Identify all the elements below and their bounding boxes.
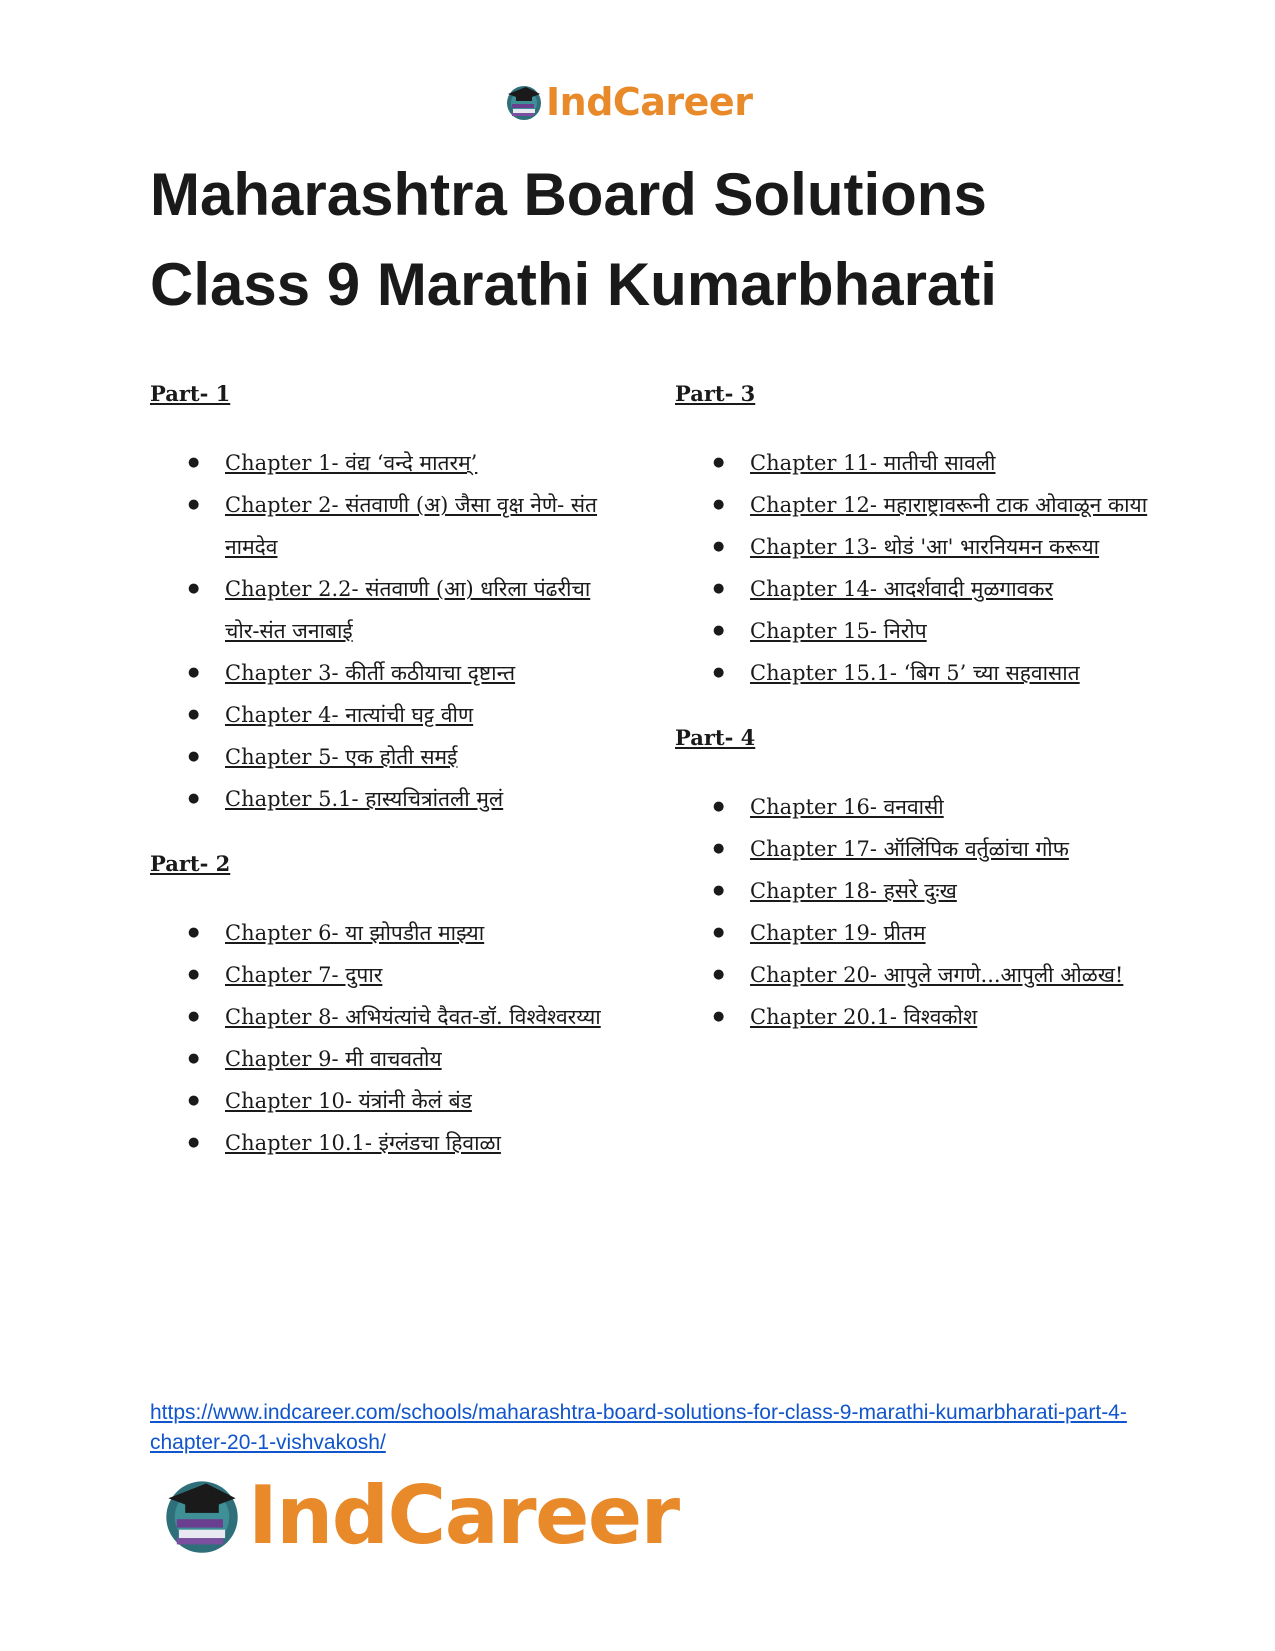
chapter-link[interactable]: Chapter 17- ऑलिंपिक वर्तुळांचा गोफ	[750, 837, 1069, 861]
chapter-link[interactable]: Chapter 11- मातीची सावली	[750, 451, 996, 475]
list-item	[675, 652, 1155, 694]
list-item	[150, 694, 630, 736]
chapter-link[interactable]: Chapter 10.1- इंग्लंडचा हिवाळा	[225, 1131, 501, 1155]
list-item	[150, 1080, 630, 1122]
chapter-link[interactable]: Chapter 3- कीर्ती कठीयाचा दृष्टान्त	[225, 661, 516, 685]
graduation-globe-icon	[160, 1473, 244, 1557]
right-column	[675, 380, 1155, 1068]
list-item	[675, 828, 1155, 870]
part-2-chapter-list	[150, 912, 630, 1164]
chapter-link[interactable]: Chapter 19- प्रीतम	[750, 921, 926, 945]
list-item	[150, 442, 630, 484]
page-title	[150, 150, 1150, 330]
list-item	[675, 912, 1155, 954]
list-item	[675, 526, 1155, 568]
header-logo[interactable]	[504, 80, 752, 124]
part-1-heading: Part- 1	[150, 381, 231, 406]
left-column	[150, 380, 630, 1194]
chapter-link[interactable]: Chapter 15.1- ‘बिग 5’ च्या सहवासात	[750, 661, 1080, 685]
chapter-link[interactable]: Chapter 2- संतवाणी (अ) जैसा वृक्ष नेणे- संत नामदेव	[225, 493, 598, 559]
part-3-chapter-list	[675, 442, 1155, 694]
chapter-link[interactable]: Chapter 18- हसरे दुःख	[750, 879, 957, 903]
chapter-link[interactable]: Chapter 12- महाराष्ट्रावरूनी टाक ओवाळून काया	[750, 493, 1148, 517]
chapter-link[interactable]: Chapter 20- आपुले जगणे...आपुली ओळख!	[750, 963, 1124, 987]
list-item	[675, 610, 1155, 652]
chapter-link[interactable]: Chapter 16- वनवासी	[750, 795, 944, 819]
list-item	[675, 484, 1155, 526]
chapter-link[interactable]: Chapter 8- अभियंत्यांचे दैवत-डॉ. विश्वेश्वरय्या	[225, 1005, 601, 1029]
list-item	[675, 568, 1155, 610]
chapter-link[interactable]: Chapter 13- थोडं 'आ' भारनियमन करूया	[750, 535, 1100, 559]
list-item	[150, 954, 630, 996]
list-item	[150, 1122, 630, 1164]
chapter-link[interactable]: Chapter 20.1- विश्वकोश	[750, 1005, 978, 1029]
chapter-link[interactable]: Chapter 6- या झोपडीत माझ्या	[225, 921, 485, 945]
chapter-link[interactable]: Chapter 4- नात्यांची घट्ट वीण	[225, 703, 474, 727]
list-item	[675, 954, 1155, 996]
chapter-link[interactable]: Chapter 10- यंत्रांनी केलं बंड	[225, 1089, 472, 1113]
chapter-link[interactable]: Chapter 2.2- संतवाणी (आ) धरिला पंढरीचा चोर-संत जनाबाई	[225, 577, 591, 643]
list-item	[150, 1038, 630, 1080]
list-item	[150, 568, 630, 652]
list-item	[150, 996, 630, 1038]
part-4-chapter-list	[675, 786, 1155, 1038]
list-item	[675, 442, 1155, 484]
chapter-link[interactable]: Chapter 15- निरोप	[750, 619, 927, 643]
list-item	[675, 870, 1155, 912]
footer-logo[interactable]	[160, 1470, 679, 1560]
chapter-link[interactable]: Chapter 9- मी वाचवतोय	[225, 1047, 442, 1071]
header-logo-text: IndCareer	[546, 80, 753, 124]
chapter-link[interactable]: Chapter 14- आदर्शवादी मुळगावकर	[750, 577, 1054, 601]
list-item	[150, 652, 630, 694]
part-3-heading: Part- 3	[675, 381, 756, 406]
chapter-link[interactable]: Chapter 1- वंद्य ‘वन्दे मातरम्’	[225, 451, 478, 475]
part-2-heading: Part- 2	[150, 851, 231, 876]
list-item	[150, 778, 630, 820]
part-1-chapter-list	[150, 442, 630, 820]
page-title-line-1: Maharashtra Board Solutions	[150, 161, 987, 228]
chapter-link[interactable]: Chapter 7- दुपार	[225, 963, 383, 987]
graduation-globe-icon	[504, 82, 544, 122]
list-item	[150, 484, 630, 568]
list-item	[675, 996, 1155, 1038]
chapter-link[interactable]: Chapter 5- एक होती समई	[225, 745, 458, 769]
part-4-heading: Part- 4	[675, 725, 756, 750]
chapter-link[interactable]: Chapter 5.1- हास्यचित्रांतली मुलं	[225, 787, 504, 811]
footer-logo-text: IndCareer	[248, 1468, 679, 1562]
source-url-link[interactable]: https://www.indcareer.com/schools/maharashtra-board-solutions-for-class-9-marathi-kumarbharati-part-4-chapter-20-1-vishvakosh/	[150, 1401, 1127, 1454]
list-item	[150, 912, 630, 954]
page-title-line-2: Class 9 Marathi Kumarbharati	[150, 251, 997, 318]
list-item	[150, 736, 630, 778]
list-item	[675, 786, 1155, 828]
